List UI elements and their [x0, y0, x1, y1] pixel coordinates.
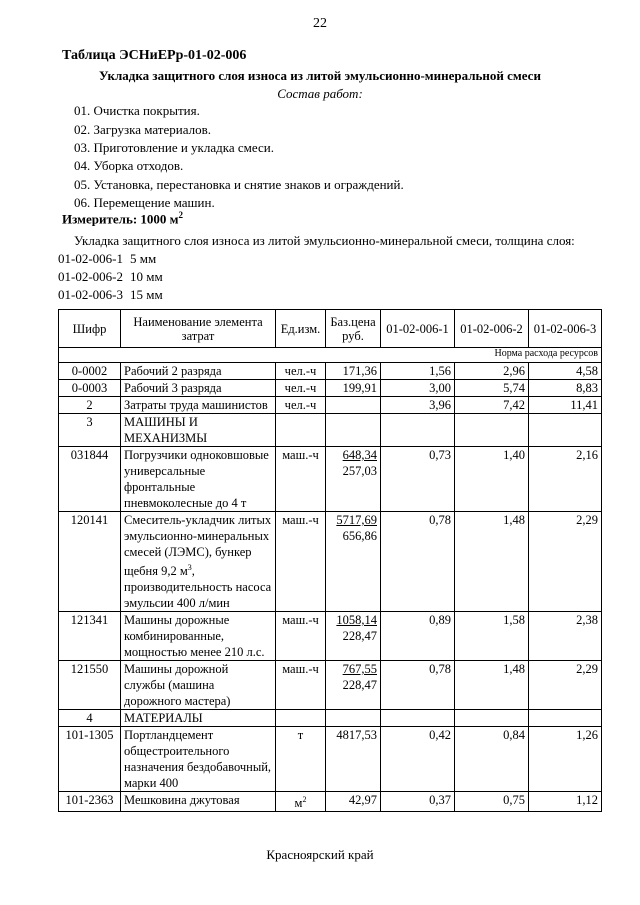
price-base: 648,34 — [342, 448, 377, 462]
cell-v2: 1,48 — [455, 512, 529, 612]
table-header-row — [59, 310, 602, 348]
page-number: 22 — [313, 16, 327, 31]
cell-v3: 2,29 — [529, 512, 602, 612]
table-subtitle: Укладка защитного слоя износа из литой эмульсионно-минеральной смеси — [99, 68, 541, 83]
price-base: 1058,14 — [336, 613, 377, 628]
cell-v1: 0,73 — [381, 447, 455, 512]
variant-value: 5 мм — [130, 251, 157, 266]
table-row — [59, 612, 602, 661]
section-row — [59, 414, 602, 447]
header-name: Наименование элемента затрат — [121, 310, 276, 348]
cell-name: Машины дорожные комбинированные, мощностью менее 210 л.с. — [121, 612, 276, 661]
price-wage: 228,47 — [342, 678, 377, 693]
cell-v3: 8,83 — [529, 380, 602, 397]
cell-v2: 1,40 — [455, 447, 529, 512]
cell-v3: 4,58 — [529, 363, 602, 380]
cell-v2: 2,96 — [455, 363, 529, 380]
cell-v1: 3,96 — [381, 397, 455, 414]
table-title: Таблица ЭСНиЕРр-01-02-006 — [62, 48, 247, 63]
cell-code: 101-2363 — [59, 792, 121, 812]
cell-name: Погрузчики одноковшовые универсальные фронтальные пневмоколесные до 4 т — [121, 447, 276, 512]
header-variant-3: 01-02-006-3 — [529, 310, 602, 348]
cell-code: 121341 — [59, 612, 121, 661]
cell-unit: $м^2$ — [276, 792, 326, 812]
header-unit: Ед.изм. — [276, 310, 326, 348]
cell-code: 2 — [59, 397, 121, 414]
cell-name: Рабочий 2 разряда — [121, 363, 276, 380]
cell-v1: 0,37 — [381, 792, 455, 812]
header-variant-1: 01-02-006-1 — [381, 310, 455, 348]
cell-price: 171,36 — [326, 363, 381, 380]
cell-name: Мешковина джутовая — [121, 792, 276, 812]
variant-value: 15 мм — [130, 287, 163, 302]
cell-price: 42,97 — [326, 792, 381, 812]
cell-v2: 7,42 — [455, 397, 529, 414]
table-row — [59, 727, 602, 792]
cell-unit: чел.-ч — [276, 397, 326, 414]
cell-unit: т — [276, 727, 326, 792]
cell-price — [326, 612, 381, 661]
variant-code: 01-02-006-3 — [58, 287, 123, 302]
cell-price — [326, 512, 381, 612]
header-price: Баз.цена руб. — [326, 310, 381, 348]
table-row — [59, 447, 602, 512]
cell-v3: 2,38 — [529, 612, 602, 661]
section-title: МАШИНЫ И МЕХАНИЗМЫ — [121, 414, 276, 447]
cell-price — [326, 397, 381, 414]
cell-price: 199,91 — [326, 380, 381, 397]
price-base: 5717,69 — [336, 513, 377, 527]
work-item: 03. Приготовление и укладка смеси. — [74, 140, 274, 155]
cell-v1: 3,00 — [381, 380, 455, 397]
section-title: МАТЕРИАЛЫ — [121, 710, 276, 727]
variant-line — [58, 251, 156, 267]
cell-name: Портландцемент общестроительного назначения бездобавочный, марки 400 — [121, 727, 276, 792]
cell-price: 4817,53 — [326, 727, 381, 792]
cell-code: 101-1305 — [59, 727, 121, 792]
resource-table — [58, 309, 602, 812]
cell-unit: маш.-ч — [276, 512, 326, 612]
meter-label: Измеритель: 1000 $м^2$ — [62, 210, 184, 227]
norm-label: Норма расхода ресурсов — [59, 348, 602, 363]
cell-price — [326, 447, 381, 512]
table-row — [59, 363, 602, 380]
cell-v2: 0,75 — [455, 792, 529, 812]
cell-unit: чел.-ч — [276, 363, 326, 380]
variant-code: 01-02-006-1 — [58, 251, 123, 266]
cell-code: 3 — [59, 414, 121, 447]
work-item: 01. Очистка покрытия. — [74, 103, 200, 118]
variant-line — [58, 269, 163, 285]
work-item: 02. Загрузка материалов. — [74, 122, 211, 137]
cell-unit: маш.-ч — [276, 661, 326, 710]
cell-v3: 2,16 — [529, 447, 602, 512]
composition-label: Состав работ: — [277, 86, 363, 101]
cell-v3: 2,29 — [529, 661, 602, 710]
variant-value: 10 мм — [130, 269, 163, 284]
header-variant-2: 01-02-006-2 — [455, 310, 529, 348]
table-row — [59, 380, 602, 397]
cell-price — [326, 661, 381, 710]
price-base: 767,55 — [342, 662, 377, 677]
table-row — [59, 661, 602, 710]
cell-v2: 5,74 — [455, 380, 529, 397]
cell-v1: 0,89 — [381, 612, 455, 661]
cell-name: Затраты труда машинистов — [121, 397, 276, 414]
description: Укладка защитного слоя износа из литой эмульсионно-минеральной смеси, толщина слоя: — [74, 233, 575, 248]
cell-v2: 0,84 — [455, 727, 529, 792]
cell-code: 120141 — [59, 512, 121, 612]
cell-code: 0-0003 — [59, 380, 121, 397]
work-item: 06. Перемещение машин. — [74, 195, 215, 210]
cell-code: 121550 — [59, 661, 121, 710]
cell-code: 0-0002 — [59, 363, 121, 380]
price-wage: 656,86 — [342, 529, 377, 543]
cell-v1: 0,78 — [381, 661, 455, 710]
cell-unit: маш.-ч — [276, 612, 326, 661]
table-row — [59, 397, 602, 414]
cell-code: 031844 — [59, 447, 121, 512]
cell-code: 4 — [59, 710, 121, 727]
price-wage: 257,03 — [342, 464, 377, 478]
price-wage: 228,47 — [342, 629, 377, 644]
norm-row — [59, 348, 602, 363]
cell-name: Машины дорожной службы (машина дорожного мастера) — [121, 661, 276, 710]
cell-v2: 1,58 — [455, 612, 529, 661]
cell-v3: 1,12 — [529, 792, 602, 812]
cell-v3: 11,41 — [529, 397, 602, 414]
work-item: 05. Установка, перестановка и снятие знаков и ограждений. — [74, 177, 404, 192]
cell-v1: 0,78 — [381, 512, 455, 612]
table-row — [59, 512, 602, 612]
footer-region: Красноярский край — [266, 847, 374, 862]
cell-v1: 1,56 — [381, 363, 455, 380]
variant-code: 01-02-006-2 — [58, 269, 123, 284]
variant-line — [58, 287, 163, 303]
cell-name: Рабочий 3 разряда — [121, 380, 276, 397]
cell-unit: чел.-ч — [276, 380, 326, 397]
cell-v3: 1,26 — [529, 727, 602, 792]
header-code: Шифр — [59, 310, 121, 348]
cell-unit: маш.-ч — [276, 447, 326, 512]
cell-v1: 0,42 — [381, 727, 455, 792]
cell-name: Смеситель-укладчик литых эмульсионно-минеральных смесей (ЛЭМС), бункер щебня 9,2 $м^3$, производительность насоса эмульсии 400 л/мин — [121, 512, 276, 612]
section-row — [59, 710, 602, 727]
table-row — [59, 792, 602, 812]
cell-v2: 1,48 — [455, 661, 529, 710]
work-item: 04. Уборка отходов. — [74, 158, 184, 173]
